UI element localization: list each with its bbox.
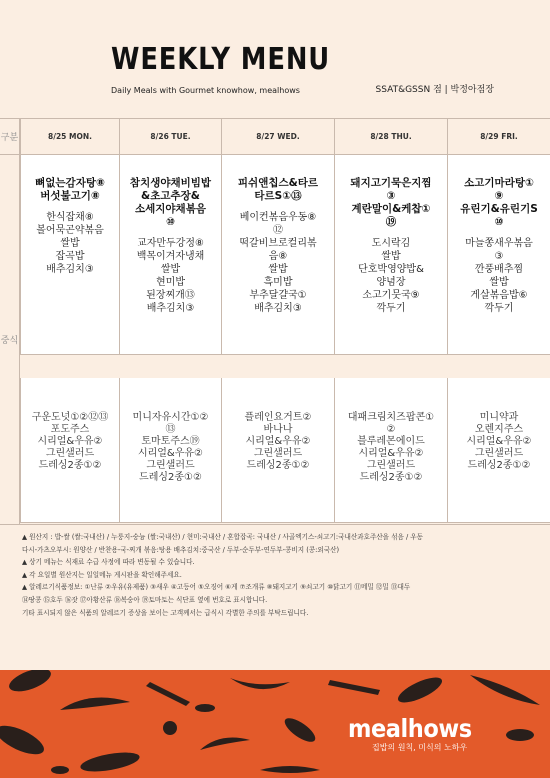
footer (0, 670, 550, 778)
day-header: 8/27 WED. (221, 118, 334, 154)
snack-item: 바나나 (263, 424, 293, 435)
side-dish: 깐풍배추찜 (474, 264, 524, 275)
divider (0, 524, 550, 525)
snack-menu-cell (119, 378, 221, 523)
side-dish: 된장찌개⑬ (146, 290, 195, 301)
note-line: ⑭땅콩 ⑮호두 ⑯잣 ⑰아황산류 ⑱복숭아 ⑲토마토는 식단표 옆에 번호로 표시합니다. (22, 595, 268, 604)
main-dish: ⑩ (494, 216, 504, 228)
side-dish: 깍두기 (484, 303, 514, 314)
snack-item: 시리얼&우유② (466, 436, 532, 447)
side-dish: 부추달걀국① (249, 290, 307, 301)
snack-item: 그린샐러드 (474, 448, 524, 459)
store-name: SSAT&GSSN 점 | 박정아점장 (375, 85, 494, 95)
snack-item: 블루레몬에이드 (357, 436, 425, 447)
corner-label: 구분 (0, 118, 20, 154)
snack-item: 구운도넛①②⑫⑬ (31, 412, 109, 423)
snack-item: 드레싱2종①② (467, 460, 531, 471)
lunch-menu-cell (221, 155, 334, 355)
main-dish: 돼지고기묵은지찜 (350, 177, 432, 189)
note-line: ▲ 상기 메뉴는 식재료 수급 사정에 따라 변동될 수 있습니다. (22, 558, 195, 567)
side-dish: 떡갈비브로컬리볶 (239, 238, 317, 249)
side-dish: 쌀밥 (160, 264, 181, 275)
lunch-menu-cell (20, 155, 119, 355)
side-dish: 잡곡밥 (55, 251, 85, 262)
snack-item: 드레싱2종①② (246, 460, 310, 471)
snack-item: 시리얼&우유② (37, 436, 103, 447)
snack-item: ⑬ (165, 424, 176, 435)
snack-item: 미니약과 (479, 412, 519, 423)
side-dish: 백목이겨자냉채 (136, 251, 205, 262)
lunch-menu-cell (119, 155, 221, 355)
snack-item: 시리얼&우유② (245, 436, 311, 447)
side-dish: 양념장 (376, 277, 406, 288)
side-dish: 도시락김 (371, 238, 411, 249)
main-dish: 피쉬앤칩스&타르 (237, 177, 319, 189)
main-dish: ⑲ (385, 216, 397, 228)
side-dish: 쌀밥 (381, 251, 401, 262)
side-dish: 현미밥 (156, 277, 185, 288)
note-line: 기타 표시되지 않은 식품의 알레르기 증상을 보이는 고객께서는 급식시 각별한 주의를 부탁드립니다. (22, 608, 309, 617)
snack-item: 드레싱2종①② (139, 472, 202, 483)
day-header: 8/29 FRI. (447, 118, 550, 154)
main-dish: 버섯불고기⑧ (40, 190, 100, 202)
side-dish: 쌀밥 (60, 238, 80, 249)
side-dish: 마늘쫑새우볶음 (465, 238, 533, 249)
side-dish: 한식잡채⑧ (46, 212, 94, 223)
lunch-label: 중식 (0, 154, 20, 524)
side-dish: 볼어묵곤약볶음 (36, 225, 104, 236)
side-dish: 배추김치③ (254, 303, 302, 314)
snack-menu-cell (20, 378, 119, 523)
side-dish: ⑫ (273, 225, 283, 236)
snack-menu-cell (447, 378, 550, 523)
snack-menu-cell (221, 378, 334, 523)
note-line: ▲ 원산지 : 밥-쌀 (쌀:국내산) / 누룽지-숭늉 (쌀:국내산) / 현미:국내산 / 혼합잡곡: 국내산 / 사골엑기스-쇠고기:국내산과호주산을 섞음 / 우동 (22, 533, 424, 541)
side-dish: ③ (494, 251, 504, 262)
snack-item: 대패크림치즈팝콘① (347, 412, 435, 423)
main-dish: ⑨ (494, 190, 504, 202)
side-dish: 흑미밥 (263, 277, 293, 288)
lunch-menu-cell (447, 155, 550, 355)
main-dish: ⑩ (166, 216, 175, 228)
main-dish: 소세지야채볶음 (134, 203, 206, 215)
page-subtitle: Daily Meals with Gourmet knowhow, mealhows (111, 86, 300, 95)
main-dish: 뼈없는감자탕⑧ (35, 177, 105, 189)
day-header: 8/25 MON. (20, 118, 119, 154)
side-dish: 쌀밥 (489, 277, 509, 288)
snack-item: 드레싱2종①② (38, 460, 102, 471)
side-dish: 음⑧ (268, 251, 288, 262)
main-dish: 계란말이&케찹① (351, 203, 431, 215)
snack-item: 토마토주스⑲ (141, 436, 200, 447)
snack-item: 드레싱2종①② (359, 472, 423, 483)
snack-menu-cell (334, 378, 447, 523)
day-header: 8/26 TUE. (119, 118, 221, 154)
main-dish: 소고기마라탕① (464, 177, 534, 189)
snack-item: 그린샐러드 (45, 448, 95, 459)
side-dish: 게살볶음밥⑥ (470, 290, 528, 301)
main-dish: ③ (386, 190, 396, 202)
snack-item: 시리얼&우유② (137, 448, 204, 459)
main-dish: 타르S①⑬ (254, 190, 302, 202)
lunch-menu-cell (334, 155, 447, 355)
side-dish: 소고기뭇국⑨ (362, 290, 420, 301)
side-dish: 깍두기 (376, 303, 406, 314)
side-dish: 배추김치③ (146, 303, 195, 314)
side-dish: 베이컨볶음우동⑧ (239, 212, 317, 223)
snack-item: 그린샐러드 (146, 460, 195, 471)
notes (22, 531, 532, 619)
day-header: 8/28 THU. (334, 118, 447, 154)
snack-item: 그린샐러드 (253, 448, 303, 459)
main-dish: 유린기&유린기S (460, 203, 538, 215)
snack-item: 미니자유시간①② (132, 412, 209, 423)
page-title: WEEKLY MENU (111, 42, 331, 77)
side-dish: 교자만두강정⑧ (137, 238, 204, 249)
note-line: ▲ 각 요일별 원산지는 일일메뉴 게시판을 확인해주세요. (22, 570, 182, 579)
snack-item: 그린샐러드 (366, 460, 416, 471)
main-dish: 참치생야채비빔밥 (129, 177, 212, 189)
snack-item: 플레인요거트② (244, 412, 312, 423)
header (0, 0, 550, 118)
snack-item: 오렌지주스 (474, 424, 524, 435)
snack-item: 시리얼&우유② (358, 448, 424, 459)
side-dish: 단호박영양밥& (358, 264, 424, 275)
brand-tagline: 집밥의 원칙, 미식의 노하우 (372, 743, 468, 752)
side-dish: 쌀밥 (268, 264, 288, 275)
brand-logo: mealhows (348, 714, 472, 743)
main-dish: &초고추장& (141, 190, 200, 202)
snack-item: 포도주스 (50, 424, 90, 435)
note-line: 다시-가츠오부시: 원양산 / 반찬용-국-찌개 볶음:탕용 배추김치:중국산 / 두부-순두부-연두부-콩비지 (콩:외국산) (22, 545, 340, 554)
side-dish: 배추김치③ (46, 264, 94, 275)
note-line: ▲ 알레르기식품정보: ①난류 ②우유(유제품) ③새우 ④고등어 ⑤오징어 ⑥게 ⑦조개류 ⑧돼지고기 ⑨쇠고기 ⑩닭고기 ⑪메밀 ⑫밀 ⑬대두 (22, 583, 411, 592)
snack-item: ② (386, 424, 396, 435)
